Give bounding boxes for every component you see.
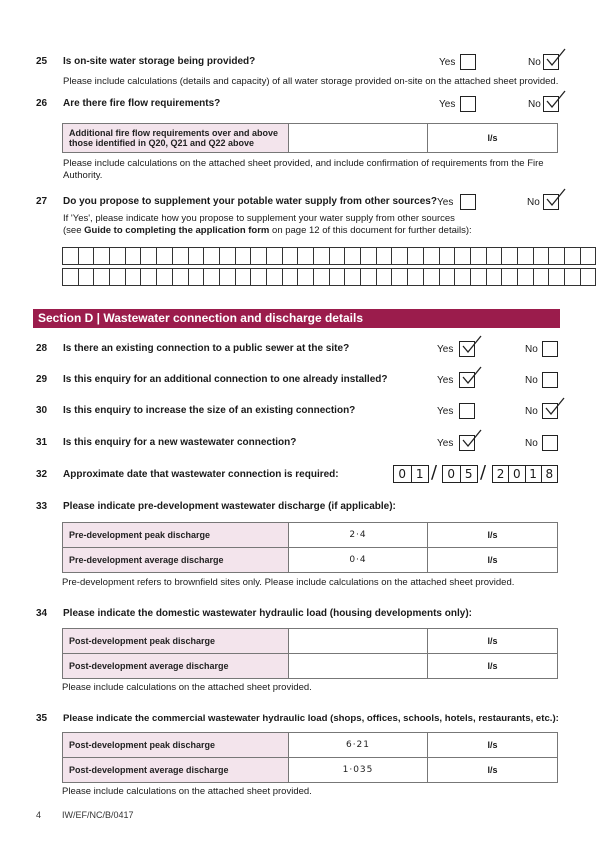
q31-no-checkbox[interactable] <box>542 435 558 451</box>
question-text: Is there an existing connection to a public sewer at the site? <box>63 343 350 354</box>
unit-label: l/s <box>428 124 558 153</box>
grid-row <box>63 248 596 265</box>
grid-cell[interactable] <box>502 269 518 286</box>
yes-label: Yes <box>437 438 454 449</box>
grid-cell[interactable] <box>172 248 188 265</box>
grid-cell[interactable] <box>282 269 298 286</box>
question-text: Please indicate the domestic wastewater hydraulic load (housing developments only): <box>63 608 472 619</box>
grid-cell[interactable] <box>298 248 314 265</box>
grid-cell[interactable] <box>455 269 471 286</box>
check-mark-icon <box>545 48 567 70</box>
fire-flow-value-field[interactable] <box>289 124 428 153</box>
q28-yes-checkbox[interactable] <box>459 341 475 357</box>
unit-label: l/s <box>428 523 558 548</box>
q26-yes-checkbox[interactable] <box>460 96 476 112</box>
grid-cell[interactable] <box>204 248 220 265</box>
q26-no-checkbox[interactable] <box>543 96 559 112</box>
grid-cell[interactable] <box>282 248 298 265</box>
q25-no-checkbox[interactable] <box>543 54 559 70</box>
grid-cell[interactable] <box>517 269 533 286</box>
grid-cell[interactable] <box>376 269 392 286</box>
grid-cell[interactable] <box>486 248 502 265</box>
question-text: Is this enquiry for an additional connection to one already installed? <box>63 374 388 385</box>
commercial-peak-value-field[interactable]: 6·21 <box>289 733 428 758</box>
question-number: 26 <box>36 98 48 109</box>
document-code: IW/EF/NC/B/0417 <box>62 810 134 820</box>
grid-cell[interactable] <box>329 248 345 265</box>
no-label: No <box>525 375 538 386</box>
grid-cell[interactable] <box>345 248 361 265</box>
grid-cell[interactable] <box>517 248 533 265</box>
grid-cell[interactable] <box>549 248 565 265</box>
yes-label: Yes <box>437 344 454 355</box>
yes-label: Yes <box>437 375 454 386</box>
question-number: 31 <box>36 437 48 448</box>
grid-cell[interactable] <box>94 248 110 265</box>
grid-cell[interactable] <box>565 248 581 265</box>
unit-label: l/s <box>428 548 558 573</box>
check-mark-icon <box>461 366 483 388</box>
commercial-average-value-field[interactable]: 1·035 <box>289 758 428 783</box>
grid-cell[interactable] <box>266 248 282 265</box>
row-label: Pre-development average discharge <box>63 548 289 573</box>
question-number: 28 <box>36 343 48 354</box>
question-number: 35 <box>36 713 48 724</box>
question-note: Please include calculations (details and capacity) of all water storage provided on-site on the attached sheet provided. <box>63 76 559 87</box>
date-month-field[interactable] <box>442 465 478 483</box>
date-digit: 0 <box>394 466 412 482</box>
question-note: Please include calculations on the attached sheet provided. <box>62 786 312 797</box>
grid-cell[interactable] <box>502 248 518 265</box>
q27-yes-checkbox[interactable] <box>460 194 476 210</box>
guide-link: Guide to completing the application form <box>84 225 270 236</box>
note-suffix: on page 12 of this document for further details): <box>269 225 472 236</box>
grid-cell[interactable] <box>298 269 314 286</box>
grid-cell[interactable] <box>141 269 157 286</box>
date-digit: 1 <box>415 467 424 481</box>
grid-cell[interactable] <box>408 248 424 265</box>
row-label: Post-development average discharge <box>63 654 289 679</box>
check-mark-icon <box>461 335 483 357</box>
grid-cell[interactable] <box>235 248 251 265</box>
date-digit: 5 <box>464 467 473 481</box>
check-mark-icon <box>461 429 483 451</box>
grid-cell[interactable] <box>235 269 251 286</box>
grid-cell[interactable] <box>361 248 377 265</box>
grid-cell[interactable] <box>251 269 267 286</box>
yes-label: Yes <box>437 197 454 208</box>
page-number: 4 <box>36 810 42 820</box>
grid-cell[interactable] <box>172 269 188 286</box>
grid-cell[interactable] <box>125 248 141 265</box>
grid-cell[interactable] <box>329 269 345 286</box>
grid-cell[interactable] <box>549 269 565 286</box>
fire-flow-table <box>62 123 558 153</box>
question-note: Please include calculations on the attached sheet provided. <box>62 682 312 693</box>
pre-peak-value-field[interactable]: 2·4 <box>289 523 428 548</box>
yes-label: Yes <box>439 57 456 68</box>
q25-yes-checkbox[interactable] <box>460 54 476 70</box>
grid-cell[interactable] <box>110 248 126 265</box>
question-note: Please include calculations on the attached sheet provided, and include confirmation of requirements from the Fire Authority. <box>63 158 544 181</box>
unit-label: l/s <box>428 654 558 679</box>
question-number: 25 <box>36 56 48 67</box>
question-text: Please indicate pre-development wastewater discharge (if applicable): <box>63 501 396 512</box>
grid-cell[interactable] <box>63 269 79 286</box>
yes-label: Yes <box>437 406 454 417</box>
q27-no-checkbox[interactable] <box>543 194 559 210</box>
grid-cell[interactable] <box>219 248 235 265</box>
grid-cell[interactable] <box>580 248 596 265</box>
grid-cell[interactable] <box>314 269 330 286</box>
question-note: Pre-development refers to brownfield sites only. Please include calculations on the attached sheet provided. <box>62 577 515 588</box>
grid-cell[interactable] <box>470 269 486 286</box>
grid-cell[interactable] <box>580 269 596 286</box>
grid-cell[interactable] <box>486 269 502 286</box>
grid-cell[interactable] <box>533 269 549 286</box>
pre-development-table <box>62 522 558 573</box>
date-digit: 0 <box>443 466 461 482</box>
check-mark-icon <box>545 188 567 210</box>
date-digit: 1 <box>526 466 542 482</box>
grid-cell[interactable] <box>78 248 94 265</box>
row-label: Post-development average discharge <box>63 758 289 783</box>
date-separator: / <box>431 462 438 483</box>
note-prefix: (see <box>63 225 85 236</box>
row-label: Post-development peak discharge <box>63 629 289 654</box>
grid-cell[interactable] <box>361 269 377 286</box>
grid-cell[interactable] <box>565 269 581 286</box>
grid-cell[interactable] <box>204 269 220 286</box>
check-mark-icon <box>545 90 567 112</box>
question-number: 33 <box>36 501 48 512</box>
commercial-load-table <box>62 732 558 783</box>
no-label: No <box>525 344 538 355</box>
row-label: Pre-development peak discharge <box>63 523 289 548</box>
grid-cell[interactable] <box>251 248 267 265</box>
domestic-load-table <box>62 628 558 679</box>
question-text: Approximate date that wastewater connection is required: <box>63 469 339 480</box>
q30-yes-checkbox[interactable] <box>459 403 475 419</box>
grid-cell[interactable] <box>141 248 157 265</box>
question-text: Please indicate the commercial wastewater hydraulic load (shops, offices, schools, hotels, restaurants, etc.): <box>63 713 559 724</box>
domestic-peak-value-field[interactable] <box>289 629 428 654</box>
grid-cell[interactable] <box>423 248 439 265</box>
question-number: 32 <box>36 469 48 480</box>
no-label: No <box>528 57 541 68</box>
q30-no-checkbox[interactable] <box>542 403 558 419</box>
supplement-entry-grid[interactable] <box>62 247 596 286</box>
yes-label: Yes <box>439 99 456 110</box>
grid-cell[interactable] <box>157 248 173 265</box>
question-text: Is this enquiry to increase the size of an existing connection? <box>63 405 356 416</box>
grid-cell[interactable] <box>78 269 94 286</box>
date-year-field[interactable] <box>492 465 558 483</box>
q29-no-checkbox[interactable] <box>542 372 558 388</box>
grid-cell[interactable] <box>423 269 439 286</box>
q31-yes-checkbox[interactable] <box>459 435 475 451</box>
date-digit: 0 <box>509 466 525 482</box>
grid-cell[interactable] <box>125 269 141 286</box>
date-digit: 8 <box>545 467 554 481</box>
q28-no-checkbox[interactable] <box>542 341 558 357</box>
no-label: No <box>525 438 538 449</box>
grid-cell[interactable] <box>455 248 471 265</box>
unit-label: l/s <box>428 758 558 783</box>
grid-cell[interactable] <box>470 248 486 265</box>
unit-label: l/s <box>428 733 558 758</box>
grid-cell[interactable] <box>533 248 549 265</box>
date-day-field[interactable] <box>393 465 429 483</box>
date-separator: / <box>480 462 487 483</box>
question-number: 30 <box>36 405 48 416</box>
grid-cell[interactable] <box>345 269 361 286</box>
question-note: If 'Yes', please indicate how you propose to supplement your water supply from other sources <box>63 213 455 224</box>
question-number: 29 <box>36 374 48 385</box>
grid-cell[interactable] <box>188 269 204 286</box>
question-text: Do you propose to supplement your potable water supply from other sources? <box>63 196 437 207</box>
grid-cell[interactable] <box>110 269 126 286</box>
question-text: Are there fire flow requirements? <box>63 98 221 109</box>
grid-cell[interactable] <box>266 269 282 286</box>
question-number: 34 <box>36 608 48 619</box>
question-text: Is this enquiry for a new wastewater connection? <box>63 437 297 448</box>
section-title: Section D | Wastewater connection and discharge details <box>38 311 363 325</box>
pre-average-value-field[interactable]: 0·4 <box>289 548 428 573</box>
grid-cell[interactable] <box>94 269 110 286</box>
grid-cell[interactable] <box>63 248 79 265</box>
grid-cell[interactable] <box>157 269 173 286</box>
grid-cell[interactable] <box>392 269 408 286</box>
grid-cell[interactable] <box>392 248 408 265</box>
grid-cell[interactable] <box>439 269 455 286</box>
section-d-header <box>33 309 560 328</box>
no-label: No <box>525 406 538 417</box>
grid-cell[interactable] <box>439 248 455 265</box>
grid-cell[interactable] <box>188 248 204 265</box>
no-label: No <box>527 197 540 208</box>
row-label: Post-development peak discharge <box>63 733 289 758</box>
q29-yes-checkbox[interactable] <box>459 372 475 388</box>
grid-cell[interactable] <box>376 248 392 265</box>
question-number: 27 <box>36 196 48 207</box>
unit-label: l/s <box>428 629 558 654</box>
question-note-guide <box>63 225 472 237</box>
domestic-average-value-field[interactable] <box>289 654 428 679</box>
no-label: No <box>528 99 541 110</box>
grid-row <box>63 269 596 286</box>
check-mark-icon <box>544 397 566 419</box>
question-text: Is on-site water storage being provided? <box>63 56 256 67</box>
grid-cell[interactable] <box>219 269 235 286</box>
fire-flow-label: Additional fire flow requirements over and above those identified in Q20, Q21 and Q22 above <box>63 124 289 153</box>
date-digit: 2 <box>493 466 509 482</box>
grid-cell[interactable] <box>314 248 330 265</box>
grid-cell[interactable] <box>408 269 424 286</box>
